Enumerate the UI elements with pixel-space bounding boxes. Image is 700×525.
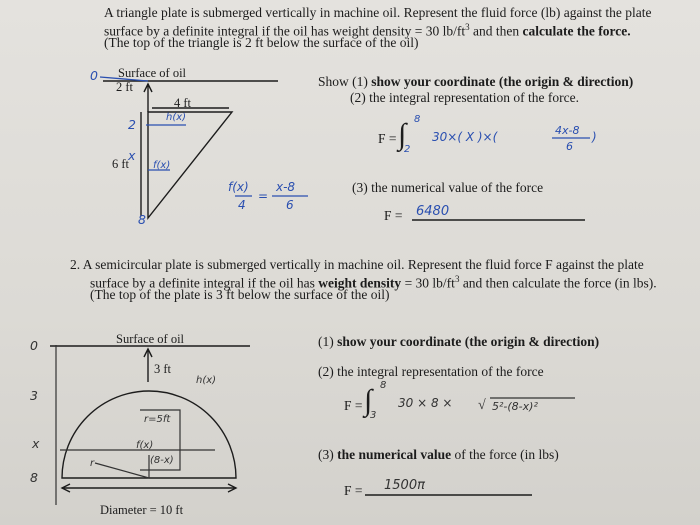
p2-hw-r5: r=5ft [144,414,171,425]
p2-hw-answer: 1500π [384,478,425,493]
p2-line1: 2. A semicircular plate is submerged vertically in machine oil. Represent the fluid force F against the plate [70,257,644,272]
p1-hw-answer: 6480 [416,204,450,219]
p2-hw-r: r [90,458,95,469]
p2-item2: (2) the integral representation of the force [318,364,544,379]
p2-f-label2: F = [344,483,363,498]
p1-hw-fx: f(x) [153,160,171,171]
p1-item3: (3) the numerical value of the force [352,180,544,195]
p1-hw-y8: 8 [138,212,146,227]
p2-diameter-label: Diameter = 10 ft [100,503,184,517]
p1-f-label: F = [378,131,397,146]
p2-sqrt-sign: √ [478,398,486,413]
p2-hw-hx: h(x) [196,375,217,386]
p2-hw-y8: 8 [30,470,38,485]
p2-hw-lower: 3 [370,410,377,421]
p1-show-item1: Show (1) show your coordinate (the origin & direction) [318,74,634,89]
p1-hw-origin: 0 [90,68,98,83]
p2-item3: (3) the numerical value of the force (in lbs) [318,447,559,462]
p1-hw-y2: 2 [128,117,136,132]
p1-hw-eq-eq: = [258,189,269,203]
p1-hw-close: ) [592,130,597,144]
p2-hw-sqrt: 5²-(8-x)² [492,400,538,413]
p1-hw-eq-lhs-den: 4 [238,198,246,212]
p2-hw-integrand: 30 × 8 × [398,396,453,410]
p1-line1: A triangle plate is submerged vertically in machine oil. Represent the fluid force (lb) against the plate [104,5,652,20]
p1-integral-sign: ∫ [398,118,407,151]
p1-hw-lower: 2 [404,144,411,155]
p2-line2: surface by a definite integral if the oil has weight density = 30 $lb/ft^3$ and then calculate the force (in lbs). [90,274,657,291]
p1-item2: (2) the integral representation of the force. [350,90,580,105]
p1-hw-eq-rhs-num: x-8 [276,180,296,194]
p1-line3: (The top of the triangle is 2 ft below the surface of the oil) [104,35,419,50]
p1-surface-label: Surface of oil [118,66,187,80]
p1-hw-eq-lhs-num: f(x) [228,180,249,194]
p1-depth-label: 2 ft [116,80,134,94]
p1-hw-frac-num: 4x-8 [555,124,580,137]
p2-hw-box: (8-x) [150,455,174,466]
p1-hw-frac-den: 6 [566,140,573,153]
p2-depth-label: 3 ft [154,362,172,376]
p2-hw-fx: f(x) [136,440,154,451]
p2-f-label: F = [344,398,363,413]
p2-hw-origin: 0 [30,338,38,353]
p2-surface-label: Surface of oil [116,332,185,346]
p1-hw-integrand: 30×( X )×( [432,130,498,144]
p1-hw-hx: h(x) [166,112,187,123]
p1-width-label: 4 ft [174,96,192,110]
p1-height-label: 6 ft [112,157,130,171]
p2-item1: (1) show your coordinate (the origin & direction) [318,334,600,349]
p2-hw-upper: 8 [380,380,387,391]
p1-f-label2: F = [384,208,403,223]
p1-hw-eq-rhs-den: 6 [286,198,294,212]
p1-line2: surface by a definite integral if the oil has weight density = 30 $lb/ft^3$ and then calculate the force. [104,22,631,39]
p1-hw-x: x [128,148,136,163]
p2-hw-x: x [32,436,40,451]
p1-hw-upper: 8 [414,114,421,125]
p2-line3: (The top of the plate is 3 ft below the surface of the oil) [90,287,390,302]
p2-hw-y3: 3 [30,388,38,403]
p2-integral-sign: ∫ [364,384,373,417]
